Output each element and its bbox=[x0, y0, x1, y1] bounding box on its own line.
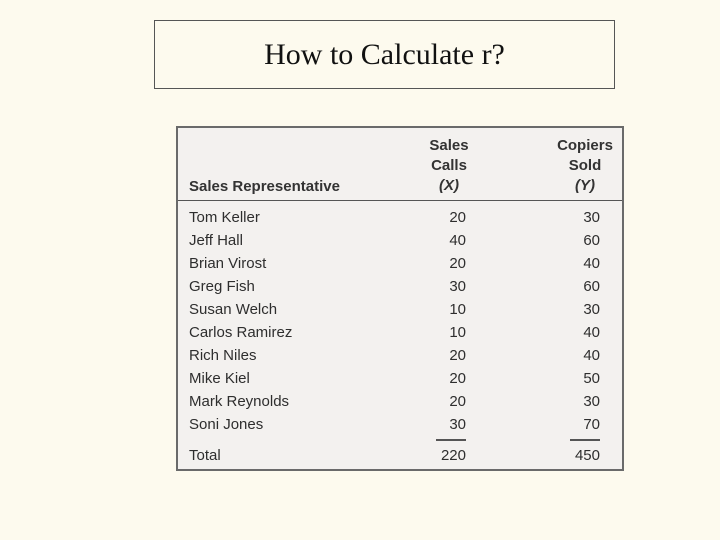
rep-name: Greg Fish bbox=[189, 278, 255, 295]
sales-calls-value: 30 bbox=[449, 278, 466, 295]
sales-calls-value: 10 bbox=[449, 301, 466, 318]
table-row bbox=[178, 413, 622, 436]
rep-name: Carlos Ramirez bbox=[189, 324, 293, 341]
total-row bbox=[178, 444, 622, 467]
copiers-sold-value: 40 bbox=[583, 347, 600, 364]
copiers-sold-value: 60 bbox=[583, 232, 600, 249]
table-row bbox=[178, 275, 622, 298]
copiers-sold-value: 30 bbox=[583, 301, 600, 318]
rep-name: Brian Virost bbox=[189, 255, 267, 272]
copiers-sold-value: 70 bbox=[583, 416, 600, 433]
table-row bbox=[178, 252, 622, 275]
sales-calls-value: 20 bbox=[449, 393, 466, 410]
sales-calls-value: 20 bbox=[449, 370, 466, 387]
sales-calls-value: 20 bbox=[449, 347, 466, 364]
sum-rule-x bbox=[436, 439, 466, 441]
sales-calls-value: 30 bbox=[449, 416, 466, 433]
sales-calls-value: 20 bbox=[449, 255, 466, 272]
total-label: Total bbox=[189, 447, 221, 464]
table-row bbox=[178, 367, 622, 390]
rep-name: Mark Reynolds bbox=[189, 393, 290, 410]
table-body bbox=[178, 206, 622, 436]
total-sales-calls: 220 bbox=[440, 447, 466, 464]
header-sales-representative: Sales Representative bbox=[189, 178, 340, 195]
sales-calls-value: 20 bbox=[449, 209, 466, 226]
rep-name: Tom Keller bbox=[189, 209, 260, 226]
table-row bbox=[178, 206, 622, 229]
table-row bbox=[178, 390, 622, 413]
rep-name: Jeff Hall bbox=[189, 232, 243, 249]
sales-calls-value: 10 bbox=[449, 324, 466, 341]
copiers-sold-value: 30 bbox=[583, 393, 600, 410]
table-header bbox=[178, 128, 622, 201]
rep-name: Rich Niles bbox=[189, 347, 257, 364]
sales-calls-value: 40 bbox=[449, 232, 466, 249]
copiers-sold-value: 40 bbox=[583, 324, 600, 341]
rep-name: Susan Welch bbox=[189, 301, 278, 318]
table-row bbox=[178, 229, 622, 252]
sum-rule-y bbox=[570, 439, 600, 441]
header-sales-calls: Sales Calls (X) bbox=[429, 137, 469, 194]
copiers-sold-value: 40 bbox=[583, 255, 600, 272]
header-copiers-sold: Copiers Sold (Y) bbox=[557, 137, 613, 194]
sales-data-table bbox=[176, 126, 624, 471]
copiers-sold-value: 50 bbox=[583, 370, 600, 387]
table-row bbox=[178, 321, 622, 344]
copiers-sold-value: 60 bbox=[583, 278, 600, 295]
table-row bbox=[178, 344, 622, 367]
slide-title-box bbox=[154, 20, 615, 89]
table-row bbox=[178, 298, 622, 321]
slide-title: How to Calculate r? bbox=[264, 37, 505, 71]
rep-name: Mike Kiel bbox=[189, 370, 250, 387]
copiers-sold-value: 30 bbox=[583, 209, 600, 226]
total-copiers-sold: 450 bbox=[574, 447, 600, 464]
rep-name: Soni Jones bbox=[189, 416, 264, 433]
